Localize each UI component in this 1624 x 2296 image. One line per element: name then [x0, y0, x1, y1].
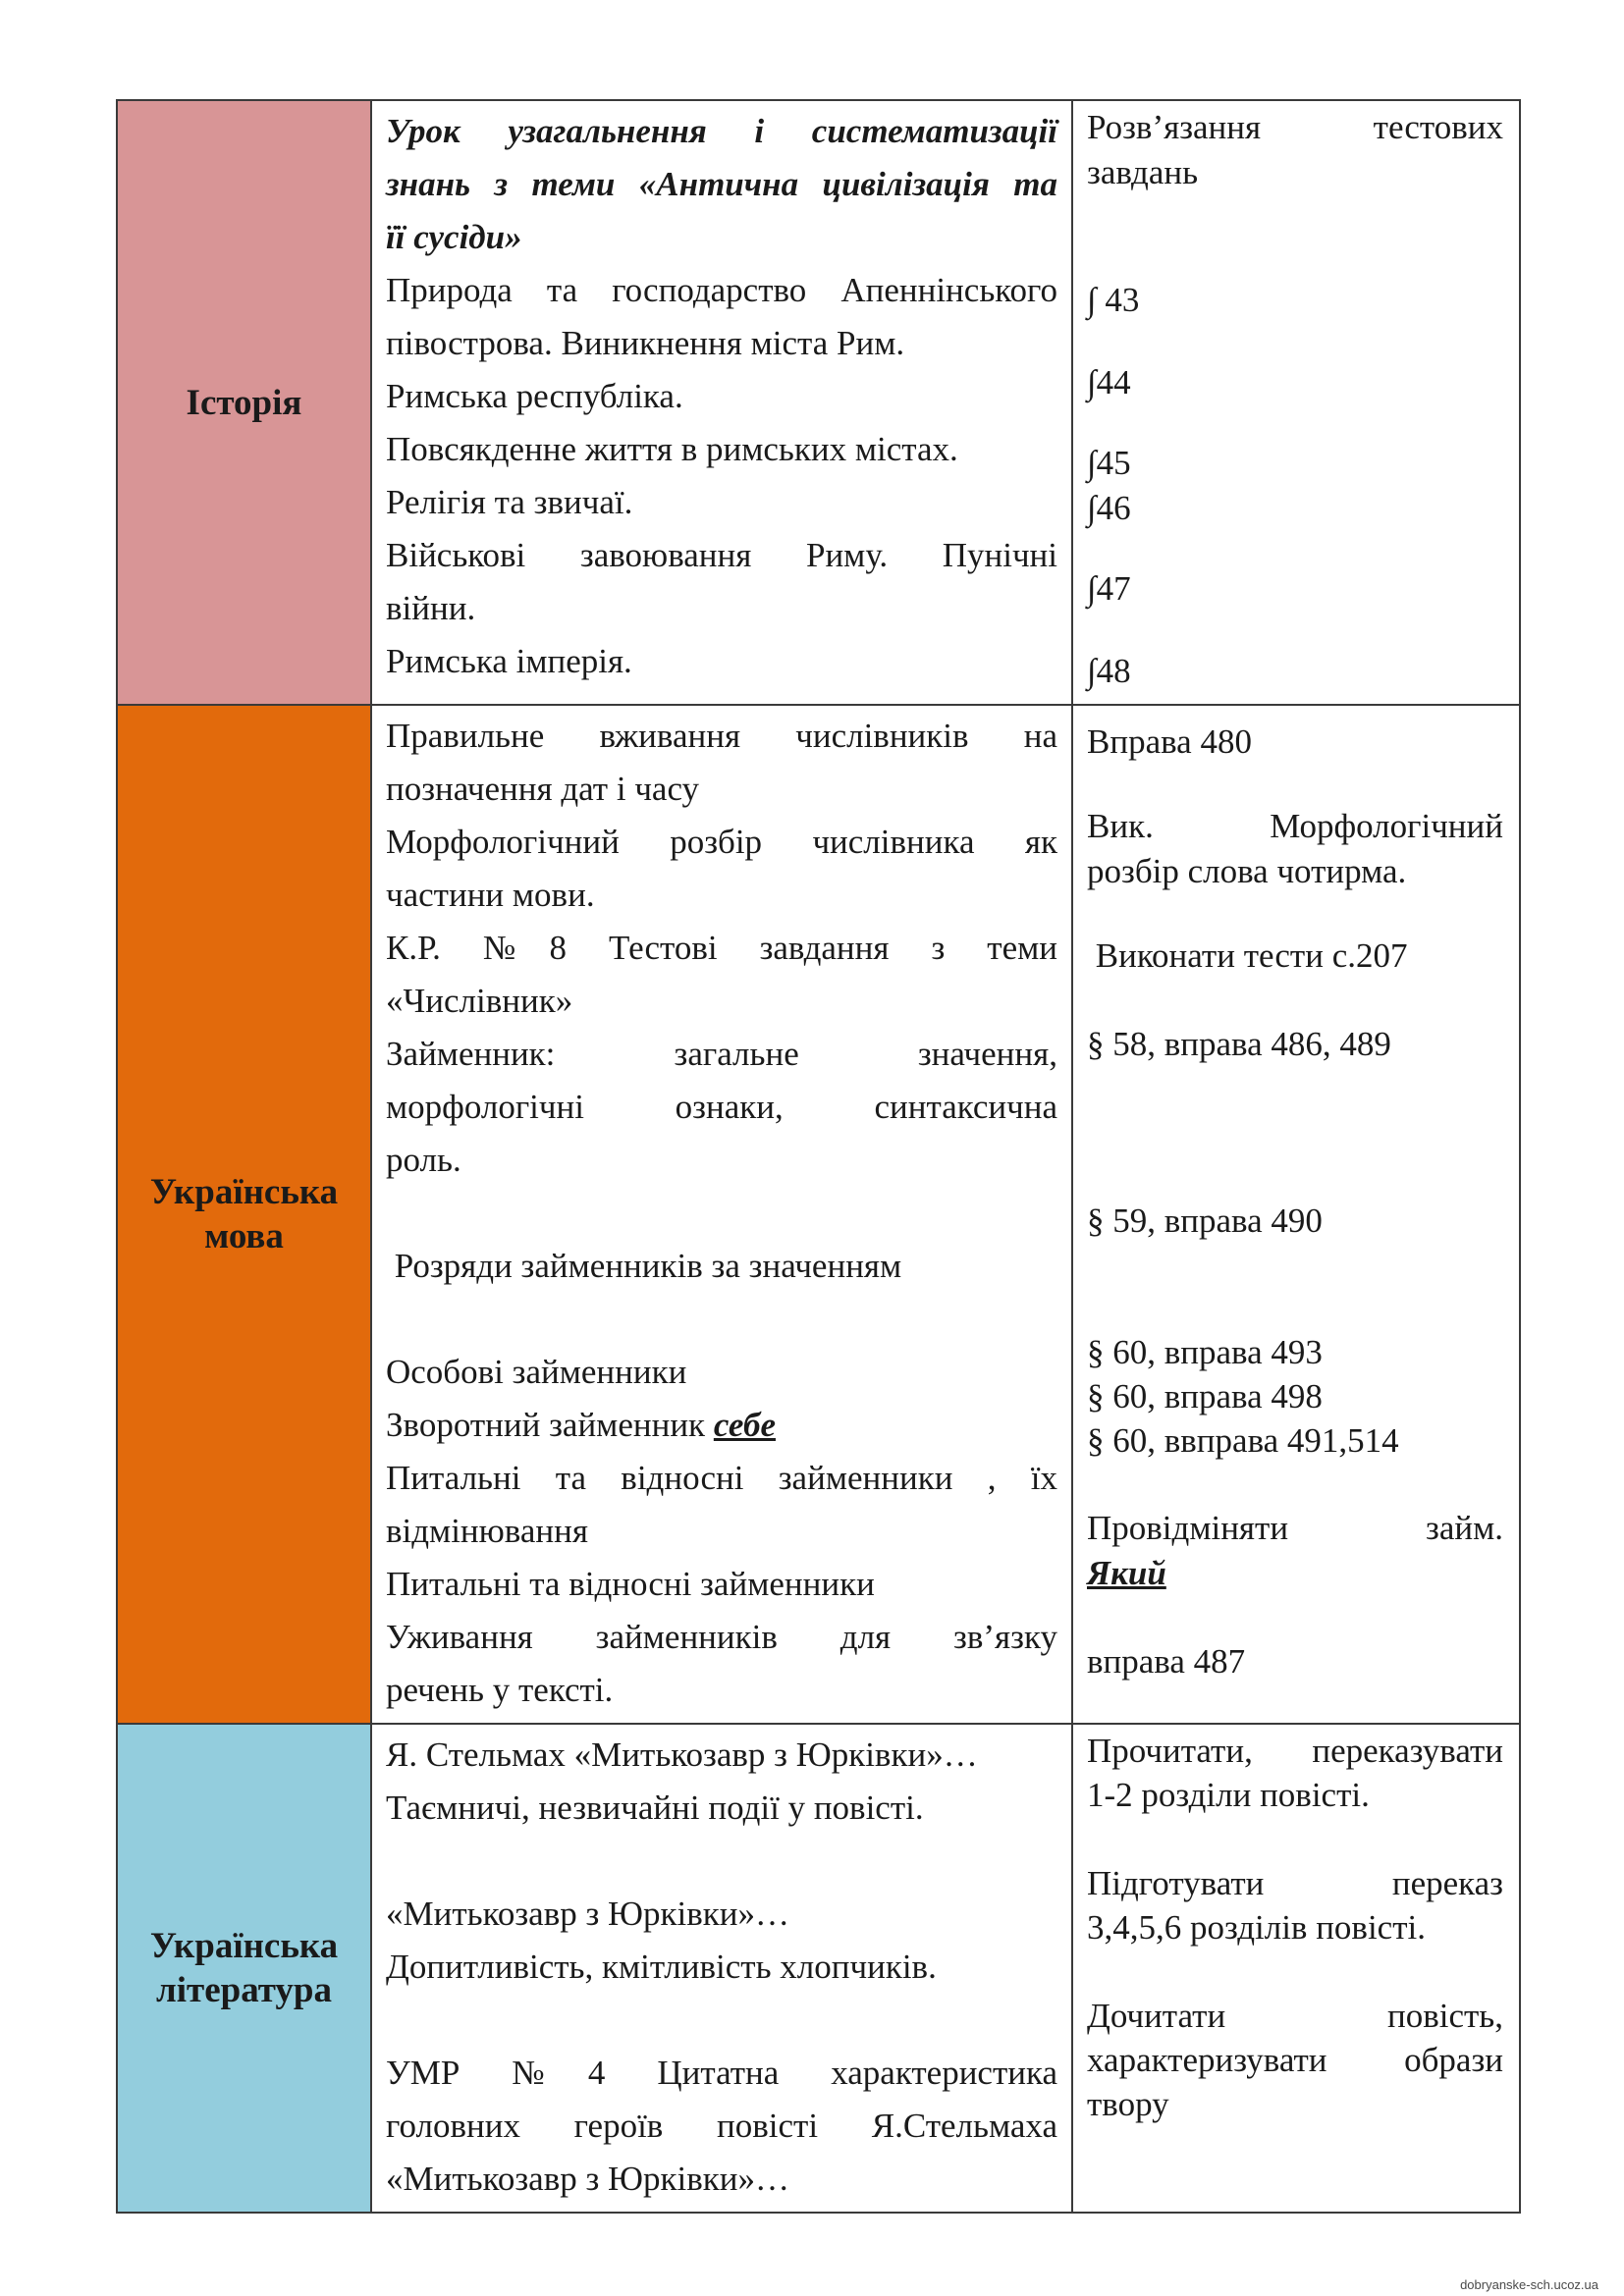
topic-line: Займенник: загальне значення,	[386, 1035, 1057, 1073]
table-row-ukrainian-literature	[117, 1724, 1520, 2213]
topic-text: Зворотний займенник	[386, 1406, 714, 1444]
topics-cell-ukrainian-language	[371, 705, 1072, 1724]
emphasized-word: себе	[713, 1406, 776, 1444]
topic-line: Я. Стельмах «Митькозавр з Юрківки»…	[386, 1735, 978, 1774]
lesson-title-line: знань з теми «Антична цивілізація та	[386, 165, 1057, 203]
topic-line: Римська республіка.	[386, 377, 683, 415]
task-line: Вправа 480	[1087, 722, 1252, 761]
topic-line: Таємничі, незвичайні події у повісті.	[386, 1789, 924, 1827]
task-line: твору	[1087, 2085, 1169, 2123]
topic-line: частини мови.	[386, 876, 595, 914]
subject-label: Українська	[149, 1926, 339, 1966]
topic-line: К.Р. №8 Тестові завдання з теми	[386, 929, 1057, 967]
topic-line: Морфологічний розбір числівника як	[386, 823, 1057, 861]
topic-line: відмінювання	[386, 1512, 588, 1550]
topic-line: головних героїв повісті Я.Стельмаха	[386, 2107, 1057, 2145]
topic-line: Римська імперія.	[386, 642, 632, 680]
tasks-cell-ukrainian-language	[1072, 705, 1520, 1724]
topic-line: Правильне вживання числівників на	[386, 717, 1057, 755]
paragraph-ref: ∫45	[1087, 444, 1131, 482]
subject-label: література	[155, 1970, 333, 2010]
paragraph-ref: ∫46	[1087, 489, 1131, 527]
topic-line: «Митькозавр з Юрківки»…	[386, 1895, 790, 1933]
topic-line: морфологічні ознаки, синтаксична	[386, 1088, 1057, 1126]
topic-line: півострова. Виникнення міста Рим.	[386, 324, 905, 362]
task-line: Прочитати, переказувати	[1087, 1732, 1503, 1770]
topic-line: Уживання займенників для зв’язку	[386, 1618, 1057, 1656]
task-line: § 58, вправа 486, 489	[1087, 1025, 1391, 1063]
subject-label: Українська	[149, 1172, 339, 1212]
topic-line	[386, 1399, 1057, 1452]
lesson-title-line: її сусіди»	[386, 218, 522, 256]
task-line: Підготувати переказ	[1087, 1864, 1503, 1902]
topic-line: Питальні та відносні займенники , їх	[386, 1459, 1057, 1497]
task-line: Дочитати повість,	[1087, 1997, 1503, 2035]
subject-cell-ukrainian-literature	[117, 1724, 371, 2213]
topic-line: Розряди займенників за значенням	[386, 1247, 902, 1285]
site-watermark: dobryanske-sch.ucoz.ua	[1460, 2277, 1598, 2292]
topic-line: Допитливість, кмітливість хлопчиків.	[386, 1948, 937, 1986]
task-line: 3,4,5,6 розділів повісті.	[1087, 1908, 1426, 1947]
task-line: характеризувати образи	[1087, 2041, 1503, 2079]
lesson-title-line: Урок узагальнення і систематизації	[386, 112, 1057, 150]
topic-line: «Числівник»	[386, 982, 573, 1020]
subject-cell-ukrainian-language	[117, 705, 371, 1724]
topic-line: УМР №4 Цитатна характеристика	[386, 2054, 1057, 2092]
task-line: завдань	[1087, 153, 1199, 191]
topic-line: Релігія та звичаї.	[386, 483, 633, 521]
task-line: вправа 487	[1087, 1642, 1246, 1681]
task-line: § 60, вправа 498	[1087, 1377, 1323, 1415]
topic-line: Особові займенники	[386, 1353, 687, 1391]
task-line: § 60, ввправа 491,514	[1087, 1421, 1399, 1460]
tasks-cell-history	[1072, 100, 1520, 705]
task-line: § 59, вправа 490	[1087, 1201, 1323, 1240]
topics-cell-ukrainian-literature	[371, 1724, 1072, 2213]
task-line: Розв’язання тестових	[1087, 108, 1503, 146]
subject-cell-history	[117, 100, 371, 705]
paragraph-ref: ∫ 43	[1087, 281, 1140, 319]
topic-line: роль.	[386, 1141, 461, 1179]
tasks-cell-ukrainian-literature	[1072, 1724, 1520, 2213]
topic-line: речень у тексті.	[386, 1671, 614, 1709]
schedule-table	[116, 99, 1521, 2214]
topic-line: Військові завоювання Риму. Пунічні	[386, 536, 1057, 574]
table-row-history	[117, 100, 1520, 705]
task-line: 1-2 розділи повісті.	[1087, 1776, 1370, 1814]
topic-line: Питальні та відносні займенники	[386, 1565, 875, 1603]
task-line	[1087, 1551, 1503, 1596]
paragraph-ref: ∫48	[1087, 652, 1131, 690]
task-line: Виконати тести с.207	[1087, 936, 1408, 975]
task-line: § 60, вправа 493	[1087, 1333, 1323, 1371]
paragraph-ref: ∫44	[1087, 363, 1131, 401]
paragraph-ref: ∫47	[1087, 569, 1131, 608]
topic-line: «Митькозавр з Юрківки»…	[386, 2160, 790, 2198]
subject-label: Історія	[186, 382, 302, 423]
emphasized-word: Який	[1087, 1554, 1166, 1592]
table-row-ukrainian-language	[117, 705, 1520, 1724]
topic-line: війни.	[386, 589, 476, 627]
subject-label: мова	[204, 1216, 284, 1256]
topic-line: Повсякденне життя в римських містах.	[386, 430, 958, 468]
task-line: Вик. Морфологічний	[1087, 807, 1503, 845]
topic-line: позначення дат і часу	[386, 770, 700, 808]
task-line: розбір слова чотирма.	[1087, 852, 1407, 890]
topic-line: Природа та господарство Апеннінського	[386, 271, 1057, 309]
topics-cell-history	[371, 100, 1072, 705]
task-line: Провідміняти займ.	[1087, 1509, 1503, 1547]
